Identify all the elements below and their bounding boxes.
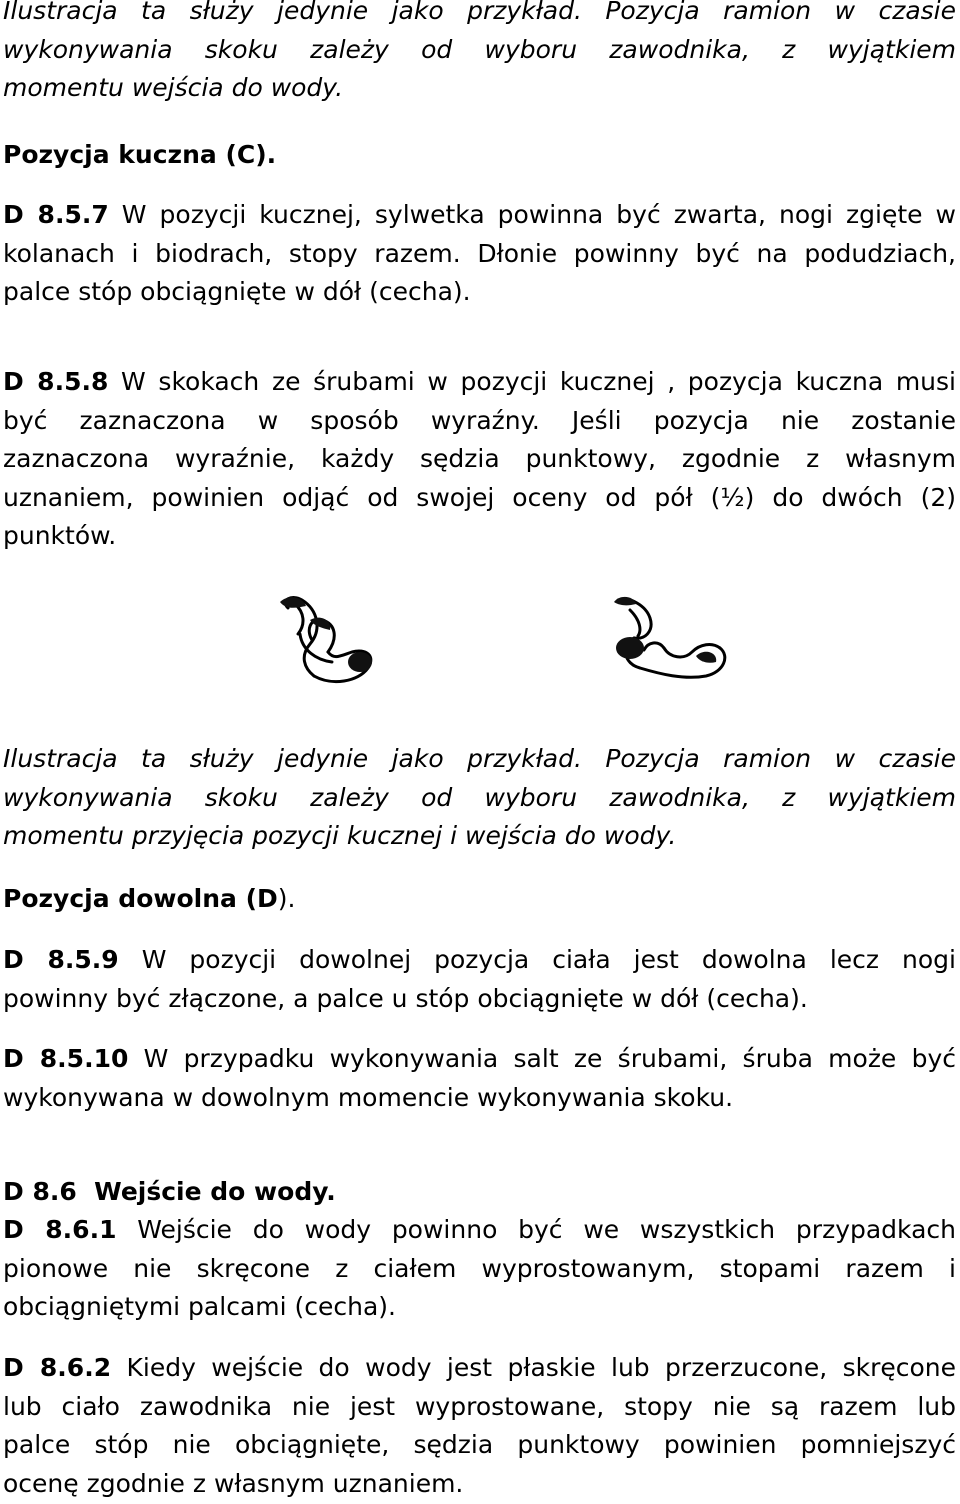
rule-d-8-5-9 <box>3 941 956 1018</box>
rule-text-line: obciągniętymi palcami (cecha). <box>3 1292 396 1321</box>
rule-code: D 8.5.10 <box>3 1044 129 1073</box>
rule-text-line: palce stóp nie obciągnięte, sędzia punktowy powinien pomniejszyć <box>3 1430 956 1459</box>
rule-text-line: kolanach i biodrach, stopy razem. Dłonie powinny być na podudziach, <box>3 238 956 268</box>
rule-code: D 8.5.7 <box>3 200 109 229</box>
caption-illustration-1 <box>3 0 956 108</box>
rule-d-8-6-1 <box>3 1211 956 1327</box>
caption-line: Ilustracja ta służy jedynie jako przykład. Pozycja ramion w czasie <box>3 744 956 773</box>
heading-pozycja-dowolna <box>3 880 956 919</box>
rule-text-line: punktów. <box>3 521 117 550</box>
rule-code: D 8.6.1 <box>3 1215 117 1244</box>
heading-wejscie-do-wody: D 8.6 Wejście do wody. <box>3 1177 336 1206</box>
caption-line: momentu wejścia do wody. <box>3 73 344 102</box>
rule-text-line: Wejście do wody powinno być we wszystkich przypadkach <box>137 1215 956 1244</box>
heading-end: ). <box>277 884 296 913</box>
rule-code: D 8.6.2 <box>3 1353 112 1382</box>
rule-text-line: palce stóp obciągnięte w dół (cecha). <box>3 277 471 306</box>
rule-text-line: W pozycji dowolnej pozycja ciała jest dowolna lecz nogi <box>141 945 956 974</box>
rule-text-line: być zaznaczona w sposób wyraźny. Jeśli pozycja nie zostanie <box>3 405 956 435</box>
caption-line: wykonywania skoku zależy od wyboru zawodnika, z wyjątkiem <box>3 782 956 812</box>
caption-line: momentu przyjęcia pozycji kucznej i wejścia do wody. <box>3 821 677 850</box>
rule-text-line: W skokach ze śrubami w pozycji kucznej , pozycja kuczna musi <box>121 367 956 396</box>
rule-text-line: wykonywana w dowolnym momencie wykonywania skoku. <box>3 1082 734 1112</box>
rule-d-8-6-2 <box>3 1349 956 1503</box>
rule-text-line: lub ciało zawodnika nie jest wyprostowane, stopy nie są razem lub <box>3 1391 956 1421</box>
caption-illustration-2 <box>3 740 956 856</box>
rule-text-line: powinny być złączone, a palce u stóp obciągnięte w dół (cecha). <box>3 983 808 1013</box>
rule-text-line: uznaniem, powinien odjąć od swojej oceny od pół (½) do dwóch (2) <box>3 482 956 512</box>
caption-line: wykonywania skoku zależy od wyboru zawodnika, z wyjątkiem <box>3 34 956 64</box>
rule-text-line: ocenę zgodnie z własnym uznaniem. <box>3 1468 464 1498</box>
rule-text-line: W przypadku wykonywania salt ze śrubami, śruba może być <box>143 1044 957 1073</box>
rule-text-line: pionowe nie skręcone z ciałem wyprostowanym, stopami razem i <box>3 1253 956 1283</box>
diver-tuck-figure-right <box>600 590 740 700</box>
rule-text-line: W pozycji kucznej, sylwetka powinna być zwarta, nogi zgięte w <box>121 200 956 229</box>
heading-letter: D <box>257 884 278 913</box>
rule-d-8-5-7 <box>3 196 956 312</box>
rule-d-8-5-10 <box>3 1040 956 1117</box>
heading-text: Pozycja dowolna ( <box>3 884 258 913</box>
rule-code: D 8.5.8 <box>3 367 109 396</box>
heading-pozycja-kuczna: Pozycja kuczna (C). <box>3 140 277 169</box>
caption-line: Ilustracja ta służy jedynie jako przykład. Pozycja ramion w czasie <box>3 0 956 25</box>
rule-text-line: zaznaczona wyraźnie, każdy sędzia punktowy, zgodnie z własnym <box>3 444 956 473</box>
diver-tuck-figure-left <box>240 590 390 700</box>
rule-code: D 8.5.9 <box>3 945 119 974</box>
rule-d-8-5-8 <box>3 363 956 556</box>
rule-text-line: Kiedy wejście do wody jest płaskie lub przerzucone, skręcone <box>126 1353 956 1382</box>
